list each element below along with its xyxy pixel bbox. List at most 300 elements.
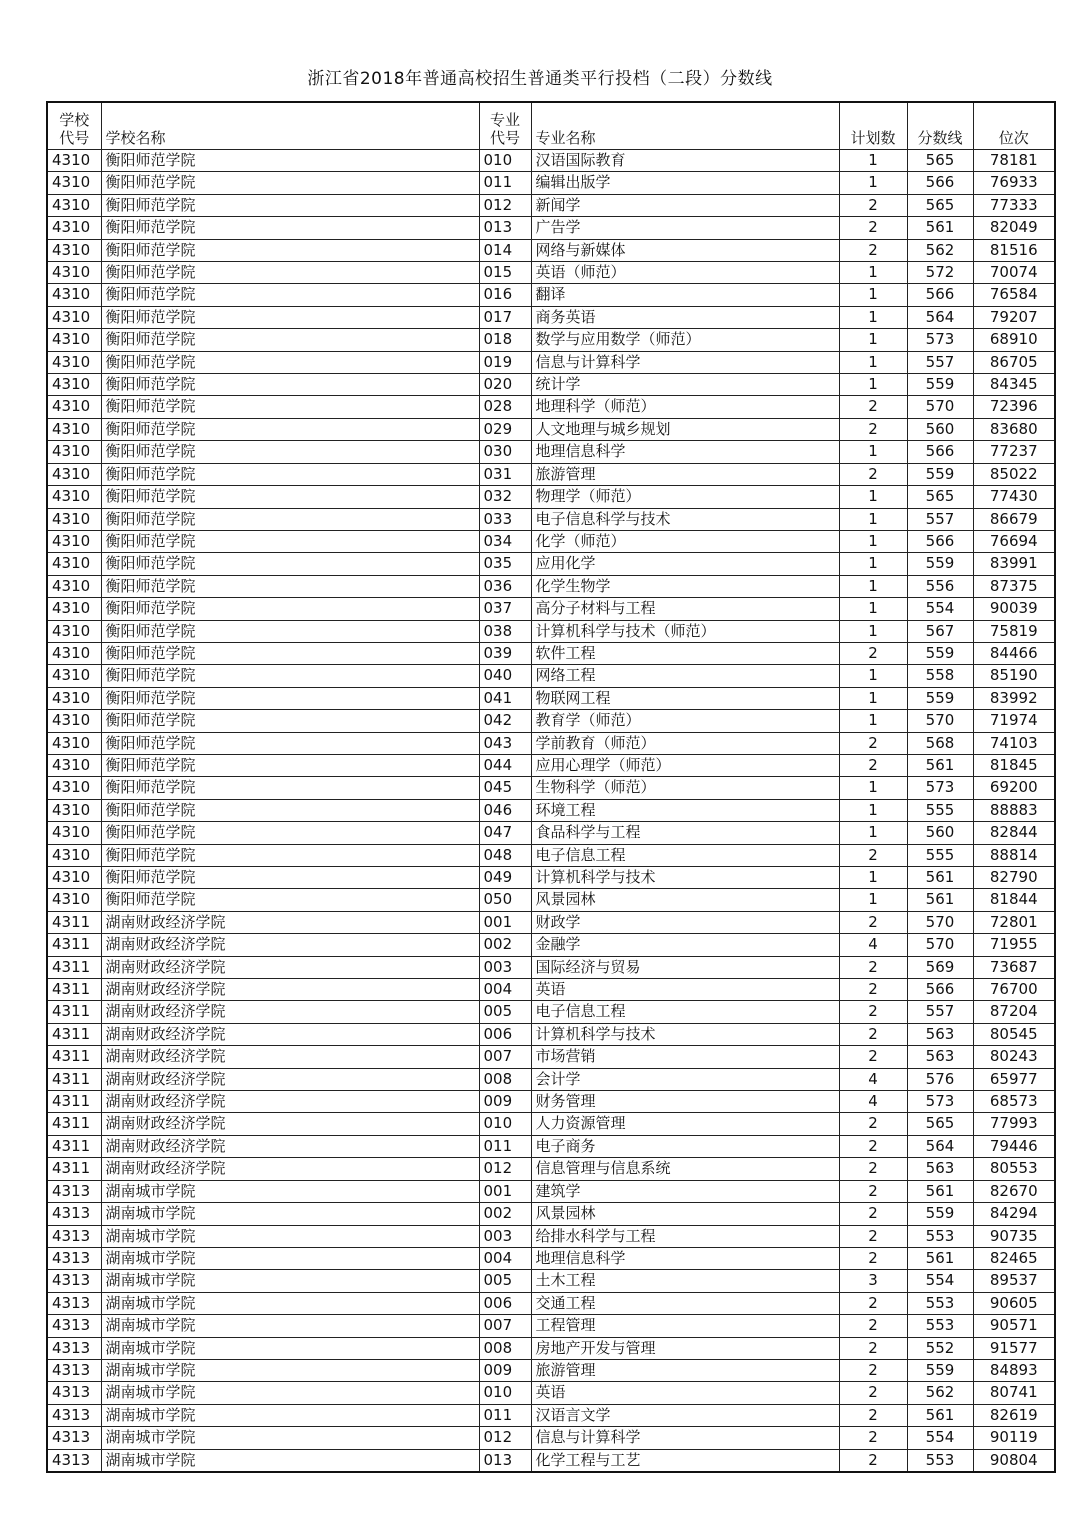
- school-code-cell: 4310: [47, 844, 101, 866]
- major-name-cell: 旅游管理: [531, 463, 839, 485]
- major-code-cell: 009: [479, 1091, 531, 1113]
- school-name-cell: 湖南财政经济学院: [101, 1046, 479, 1068]
- table-row: [47, 1046, 1055, 1068]
- score-cell: 566: [907, 530, 973, 552]
- major-name-cell: 给排水科学与工程: [531, 1225, 839, 1247]
- school-code-cell: 4313: [47, 1225, 101, 1247]
- school-code-cell: 4313: [47, 1180, 101, 1202]
- table-row: [47, 351, 1055, 373]
- school-code-cell: 4310: [47, 284, 101, 306]
- rank-cell: 77430: [973, 486, 1055, 508]
- school-code-cell: 4311: [47, 1046, 101, 1068]
- major-code-cell: 028: [479, 396, 531, 418]
- table-row: [47, 1382, 1055, 1404]
- school-name-cell: 湖南财政经济学院: [101, 1113, 479, 1135]
- score-cell: 559: [907, 1203, 973, 1225]
- rank-cell: 80243: [973, 1046, 1055, 1068]
- plan-count-cell: 1: [839, 306, 907, 328]
- major-name-cell: 计算机科学与技术（师范）: [531, 620, 839, 642]
- score-cell: 556: [907, 575, 973, 597]
- school-code-cell: 4310: [47, 508, 101, 530]
- school-name-cell: 衡阳师范学院: [101, 575, 479, 597]
- major-name-cell: 地理科学（师范）: [531, 396, 839, 418]
- rank-cell: 82844: [973, 822, 1055, 844]
- plan-count-cell: 2: [839, 1427, 907, 1449]
- school-code-cell: 4310: [47, 486, 101, 508]
- rank-cell: 89537: [973, 1270, 1055, 1292]
- school-name-cell: 湖南城市学院: [101, 1359, 479, 1381]
- major-name-cell: 环境工程: [531, 799, 839, 821]
- major-code-cell: 013: [479, 217, 531, 239]
- major-code-cell: 013: [479, 1449, 531, 1472]
- major-name-cell: 工程管理: [531, 1315, 839, 1337]
- school-code-cell: 4310: [47, 396, 101, 418]
- school-name-cell: 湖南城市学院: [101, 1427, 479, 1449]
- school-name-cell: 衡阳师范学院: [101, 284, 479, 306]
- score-cell: 559: [907, 374, 973, 396]
- rank-cell: 82619: [973, 1404, 1055, 1426]
- major-code-cell: 038: [479, 620, 531, 642]
- table-row: [47, 1270, 1055, 1292]
- major-name-cell: 广告学: [531, 217, 839, 239]
- school-code-cell: 4310: [47, 374, 101, 396]
- table-row: [47, 889, 1055, 911]
- major-code-cell: 015: [479, 262, 531, 284]
- table-row: [47, 150, 1055, 172]
- major-code-cell: 012: [479, 1427, 531, 1449]
- major-name-cell: 生物科学（师范）: [531, 777, 839, 799]
- table-row: [47, 1404, 1055, 1426]
- major-name-cell: 化学（师范）: [531, 530, 839, 552]
- table-row: [47, 642, 1055, 664]
- table-row: [47, 172, 1055, 194]
- rank-cell: 86705: [973, 351, 1055, 373]
- major-code-cell: 007: [479, 1315, 531, 1337]
- school-code-cell: 4310: [47, 710, 101, 732]
- school-name-cell: 衡阳师范学院: [101, 172, 479, 194]
- school-name-cell: 湖南财政经济学院: [101, 979, 479, 1001]
- plan-count-cell: 1: [839, 575, 907, 597]
- major-name-cell: 应用化学: [531, 553, 839, 575]
- major-name-cell: 财务管理: [531, 1091, 839, 1113]
- table-row: [47, 508, 1055, 530]
- major-name-cell: 国际经济与贸易: [531, 956, 839, 978]
- major-code-cell: 003: [479, 1225, 531, 1247]
- plan-count-cell: 2: [839, 1023, 907, 1045]
- header-school-code: 学校 代号: [47, 102, 101, 150]
- plan-count-cell: 2: [839, 1247, 907, 1269]
- major-name-cell: 风景园林: [531, 1203, 839, 1225]
- school-code-cell: 4313: [47, 1292, 101, 1314]
- school-code-cell: 4310: [47, 172, 101, 194]
- school-name-cell: 湖南城市学院: [101, 1180, 479, 1202]
- score-cell: 552: [907, 1337, 973, 1359]
- school-name-cell: 湖南城市学院: [101, 1337, 479, 1359]
- major-code-cell: 011: [479, 1404, 531, 1426]
- school-name-cell: 衡阳师范学院: [101, 194, 479, 216]
- school-name-cell: 衡阳师范学院: [101, 665, 479, 687]
- school-name-cell: 衡阳师范学院: [101, 374, 479, 396]
- school-code-cell: 4311: [47, 1135, 101, 1157]
- table-row: [47, 418, 1055, 440]
- major-code-cell: 001: [479, 1180, 531, 1202]
- plan-count-cell: 2: [839, 217, 907, 239]
- rank-cell: 69200: [973, 777, 1055, 799]
- plan-count-cell: 1: [839, 777, 907, 799]
- major-code-cell: 011: [479, 172, 531, 194]
- table-row: [47, 194, 1055, 216]
- rank-cell: 84294: [973, 1203, 1055, 1225]
- rank-cell: 86679: [973, 508, 1055, 530]
- score-cell: 559: [907, 1359, 973, 1381]
- major-name-cell: 旅游管理: [531, 1359, 839, 1381]
- plan-count-cell: 1: [839, 687, 907, 709]
- major-name-cell: 编辑出版学: [531, 172, 839, 194]
- school-name-cell: 衡阳师范学院: [101, 486, 479, 508]
- rank-cell: 84466: [973, 642, 1055, 664]
- major-name-cell: 信息与计算科学: [531, 351, 839, 373]
- page-title: 浙江省2018年普通高校招生普通类平行投档（二段）分数线: [307, 69, 773, 89]
- rank-cell: 90605: [973, 1292, 1055, 1314]
- rank-cell: 77993: [973, 1113, 1055, 1135]
- score-cell: 570: [907, 911, 973, 933]
- score-cell: 562: [907, 239, 973, 261]
- school-name-cell: 湖南城市学院: [101, 1449, 479, 1472]
- table-row: [47, 306, 1055, 328]
- plan-count-cell: 2: [839, 1046, 907, 1068]
- major-name-cell: 房地产开发与管理: [531, 1337, 839, 1359]
- table-row: [47, 956, 1055, 978]
- major-name-cell: 化学生物学: [531, 575, 839, 597]
- school-code-cell: 4310: [47, 665, 101, 687]
- school-code-cell: 4313: [47, 1427, 101, 1449]
- school-code-cell: 4313: [47, 1449, 101, 1472]
- table-row: [47, 486, 1055, 508]
- school-name-cell: 衡阳师范学院: [101, 262, 479, 284]
- major-code-cell: 010: [479, 1382, 531, 1404]
- school-code-cell: 4310: [47, 150, 101, 172]
- school-name-cell: 衡阳师范学院: [101, 799, 479, 821]
- rank-cell: 91577: [973, 1337, 1055, 1359]
- plan-count-cell: 2: [839, 1225, 907, 1247]
- plan-count-cell: 4: [839, 1068, 907, 1090]
- school-code-cell: 4310: [47, 732, 101, 754]
- table-row: [47, 553, 1055, 575]
- major-name-cell: 物联网工程: [531, 687, 839, 709]
- rank-cell: 76933: [973, 172, 1055, 194]
- table-row: [47, 1068, 1055, 1090]
- score-cell: 570: [907, 710, 973, 732]
- score-cell: 566: [907, 284, 973, 306]
- plan-count-cell: 2: [839, 1180, 907, 1202]
- major-code-cell: 049: [479, 867, 531, 889]
- table-row: [47, 979, 1055, 1001]
- table-row: [47, 1359, 1055, 1381]
- major-name-cell: 英语: [531, 1382, 839, 1404]
- table-row: [47, 1135, 1055, 1157]
- rank-cell: 87204: [973, 1001, 1055, 1023]
- rank-cell: 74103: [973, 732, 1055, 754]
- rank-cell: 82049: [973, 217, 1055, 239]
- score-cell: 555: [907, 799, 973, 821]
- major-name-cell: 交通工程: [531, 1292, 839, 1314]
- plan-count-cell: 1: [839, 665, 907, 687]
- rank-cell: 90119: [973, 1427, 1055, 1449]
- plan-count-cell: 1: [839, 553, 907, 575]
- score-cell: 573: [907, 1091, 973, 1113]
- score-cell: 562: [907, 1382, 973, 1404]
- school-name-cell: 衡阳师范学院: [101, 418, 479, 440]
- table-row: [47, 374, 1055, 396]
- plan-count-cell: 2: [839, 1404, 907, 1426]
- school-code-cell: 4313: [47, 1315, 101, 1337]
- major-code-cell: 007: [479, 1046, 531, 1068]
- plan-count-cell: 2: [839, 1001, 907, 1023]
- school-code-cell: 4310: [47, 553, 101, 575]
- major-name-cell: 信息管理与信息系统: [531, 1158, 839, 1180]
- school-name-cell: 衡阳师范学院: [101, 687, 479, 709]
- major-name-cell: 应用心理学（师范）: [531, 754, 839, 776]
- score-cell: 561: [907, 889, 973, 911]
- plan-count-cell: 2: [839, 1315, 907, 1337]
- major-code-cell: 014: [479, 239, 531, 261]
- school-code-cell: 4310: [47, 441, 101, 463]
- score-cell: 561: [907, 1180, 973, 1202]
- plan-count-cell: 2: [839, 1337, 907, 1359]
- school-name-cell: 湖南财政经济学院: [101, 911, 479, 933]
- school-name-cell: 衡阳师范学院: [101, 396, 479, 418]
- score-cell: 559: [907, 642, 973, 664]
- plan-count-cell: 2: [839, 1449, 907, 1472]
- rank-cell: 72801: [973, 911, 1055, 933]
- table-row: [47, 687, 1055, 709]
- major-code-cell: 036: [479, 575, 531, 597]
- major-code-cell: 004: [479, 1247, 531, 1269]
- rank-cell: 76694: [973, 530, 1055, 552]
- table-row: [47, 1203, 1055, 1225]
- rank-cell: 79446: [973, 1135, 1055, 1157]
- plan-count-cell: 1: [839, 284, 907, 306]
- table-row: [47, 284, 1055, 306]
- score-cell: 554: [907, 598, 973, 620]
- table-row: [47, 1315, 1055, 1337]
- score-cell: 558: [907, 665, 973, 687]
- score-cell: 563: [907, 1046, 973, 1068]
- school-name-cell: 湖南财政经济学院: [101, 1158, 479, 1180]
- school-code-cell: 4313: [47, 1382, 101, 1404]
- header-school-name: 学校名称: [101, 102, 479, 150]
- rank-cell: 83680: [973, 418, 1055, 440]
- school-name-cell: 衡阳师范学院: [101, 217, 479, 239]
- school-name-cell: 衡阳师范学院: [101, 306, 479, 328]
- table-row: [47, 777, 1055, 799]
- rank-cell: 90735: [973, 1225, 1055, 1247]
- table-row: [47, 911, 1055, 933]
- table-row: [47, 934, 1055, 956]
- rank-cell: 81845: [973, 754, 1055, 776]
- school-name-cell: 衡阳师范学院: [101, 889, 479, 911]
- school-code-cell: 4310: [47, 575, 101, 597]
- score-cell: 565: [907, 194, 973, 216]
- table-row: [47, 1247, 1055, 1269]
- school-code-cell: 4310: [47, 598, 101, 620]
- score-cell: 557: [907, 1001, 973, 1023]
- table-row: [47, 217, 1055, 239]
- score-cell: 573: [907, 777, 973, 799]
- plan-count-cell: 2: [839, 754, 907, 776]
- school-code-cell: 4310: [47, 217, 101, 239]
- plan-count-cell: 2: [839, 911, 907, 933]
- major-name-cell: 统计学: [531, 374, 839, 396]
- major-name-cell: 市场营销: [531, 1046, 839, 1068]
- school-name-cell: 衡阳师范学院: [101, 351, 479, 373]
- rank-cell: 90804: [973, 1449, 1055, 1472]
- table-header-row: [47, 102, 1055, 150]
- major-name-cell: 数学与应用数学（师范）: [531, 329, 839, 351]
- major-name-cell: 翻译: [531, 284, 839, 306]
- rank-cell: 83992: [973, 687, 1055, 709]
- major-code-cell: 037: [479, 598, 531, 620]
- score-cell: 566: [907, 979, 973, 1001]
- school-code-cell: 4311: [47, 1091, 101, 1113]
- rank-cell: 70074: [973, 262, 1055, 284]
- table-row: [47, 463, 1055, 485]
- plan-count-cell: 4: [839, 1091, 907, 1113]
- plan-count-cell: 1: [839, 262, 907, 284]
- major-name-cell: 化学工程与工艺: [531, 1449, 839, 1472]
- major-name-cell: 土木工程: [531, 1270, 839, 1292]
- table-row: [47, 844, 1055, 866]
- major-name-cell: 网络工程: [531, 665, 839, 687]
- school-code-cell: 4310: [47, 239, 101, 261]
- school-name-cell: 衡阳师范学院: [101, 822, 479, 844]
- table-row: [47, 1158, 1055, 1180]
- score-cell: 561: [907, 754, 973, 776]
- table-row: [47, 867, 1055, 889]
- major-name-cell: 软件工程: [531, 642, 839, 664]
- major-code-cell: 044: [479, 754, 531, 776]
- major-code-cell: 006: [479, 1023, 531, 1045]
- school-code-cell: 4311: [47, 1068, 101, 1090]
- score-cell: 561: [907, 1247, 973, 1269]
- table-row: [47, 732, 1055, 754]
- major-name-cell: 计算机科学与技术: [531, 1023, 839, 1045]
- plan-count-cell: 1: [839, 822, 907, 844]
- score-cell: 565: [907, 1113, 973, 1135]
- school-name-cell: 衡阳师范学院: [101, 553, 479, 575]
- major-name-cell: 财政学: [531, 911, 839, 933]
- table-row: [47, 329, 1055, 351]
- rank-cell: 88883: [973, 799, 1055, 821]
- major-code-cell: 019: [479, 351, 531, 373]
- school-name-cell: 湖南城市学院: [101, 1225, 479, 1247]
- rank-cell: 73687: [973, 956, 1055, 978]
- table-row: [47, 530, 1055, 552]
- score-cell: 573: [907, 329, 973, 351]
- school-name-cell: 湖南城市学院: [101, 1315, 479, 1337]
- major-code-cell: 011: [479, 1135, 531, 1157]
- table-body: [47, 150, 1055, 1472]
- major-code-cell: 033: [479, 508, 531, 530]
- plan-count-cell: 2: [839, 463, 907, 485]
- school-code-cell: 4311: [47, 1113, 101, 1135]
- score-cell: 569: [907, 956, 973, 978]
- major-code-cell: 012: [479, 194, 531, 216]
- score-cell: 570: [907, 934, 973, 956]
- admission-score-table: [46, 101, 1056, 1473]
- school-code-cell: 4313: [47, 1337, 101, 1359]
- plan-count-cell: 1: [839, 172, 907, 194]
- major-code-cell: 050: [479, 889, 531, 911]
- score-cell: 561: [907, 1404, 973, 1426]
- school-code-cell: 4310: [47, 822, 101, 844]
- rank-cell: 85190: [973, 665, 1055, 687]
- plan-count-cell: 1: [839, 620, 907, 642]
- rank-cell: 76584: [973, 284, 1055, 306]
- rank-cell: 84345: [973, 374, 1055, 396]
- rank-cell: 68910: [973, 329, 1055, 351]
- school-code-cell: 4310: [47, 754, 101, 776]
- table-row: [47, 1113, 1055, 1135]
- major-name-cell: 高分子材料与工程: [531, 598, 839, 620]
- score-cell: 553: [907, 1315, 973, 1337]
- rank-cell: 72396: [973, 396, 1055, 418]
- table-row: [47, 1001, 1055, 1023]
- score-cell: 553: [907, 1449, 973, 1472]
- school-name-cell: 衡阳师范学院: [101, 754, 479, 776]
- major-name-cell: 人文地理与城乡规划: [531, 418, 839, 440]
- school-code-cell: 4311: [47, 1023, 101, 1045]
- major-code-cell: 012: [479, 1158, 531, 1180]
- table-row: [47, 1337, 1055, 1359]
- major-name-cell: 地理信息科学: [531, 1247, 839, 1269]
- school-code-cell: 4310: [47, 329, 101, 351]
- major-name-cell: 新闻学: [531, 194, 839, 216]
- rank-cell: 90571: [973, 1315, 1055, 1337]
- score-cell: 555: [907, 844, 973, 866]
- table-row: [47, 441, 1055, 463]
- table-row: [47, 262, 1055, 284]
- plan-count-cell: 2: [839, 1359, 907, 1381]
- plan-count-cell: 1: [839, 486, 907, 508]
- plan-count-cell: 1: [839, 374, 907, 396]
- plan-count-cell: 3: [839, 1270, 907, 1292]
- score-cell: 576: [907, 1068, 973, 1090]
- header-major-code: 专业 代号: [479, 102, 531, 150]
- school-name-cell: 衡阳师范学院: [101, 239, 479, 261]
- plan-count-cell: 2: [839, 1292, 907, 1314]
- school-name-cell: 湖南城市学院: [101, 1382, 479, 1404]
- school-name-cell: 湖南城市学院: [101, 1247, 479, 1269]
- school-name-cell: 衡阳师范学院: [101, 150, 479, 172]
- school-code-cell: 4310: [47, 799, 101, 821]
- rank-cell: 82670: [973, 1180, 1055, 1202]
- plan-count-cell: 2: [839, 1113, 907, 1135]
- score-cell: 563: [907, 1023, 973, 1045]
- rank-cell: 76700: [973, 979, 1055, 1001]
- plan-count-cell: 1: [839, 799, 907, 821]
- school-name-cell: 湖南财政经济学院: [101, 1091, 479, 1113]
- major-name-cell: 物理学（师范）: [531, 486, 839, 508]
- major-name-cell: 学前教育（师范）: [531, 732, 839, 754]
- school-name-cell: 湖南城市学院: [101, 1203, 479, 1225]
- school-code-cell: 4311: [47, 934, 101, 956]
- major-code-cell: 010: [479, 150, 531, 172]
- school-name-cell: 衡阳师范学院: [101, 732, 479, 754]
- school-code-cell: 4310: [47, 777, 101, 799]
- rank-cell: 90039: [973, 598, 1055, 620]
- major-name-cell: 网络与新媒体: [531, 239, 839, 261]
